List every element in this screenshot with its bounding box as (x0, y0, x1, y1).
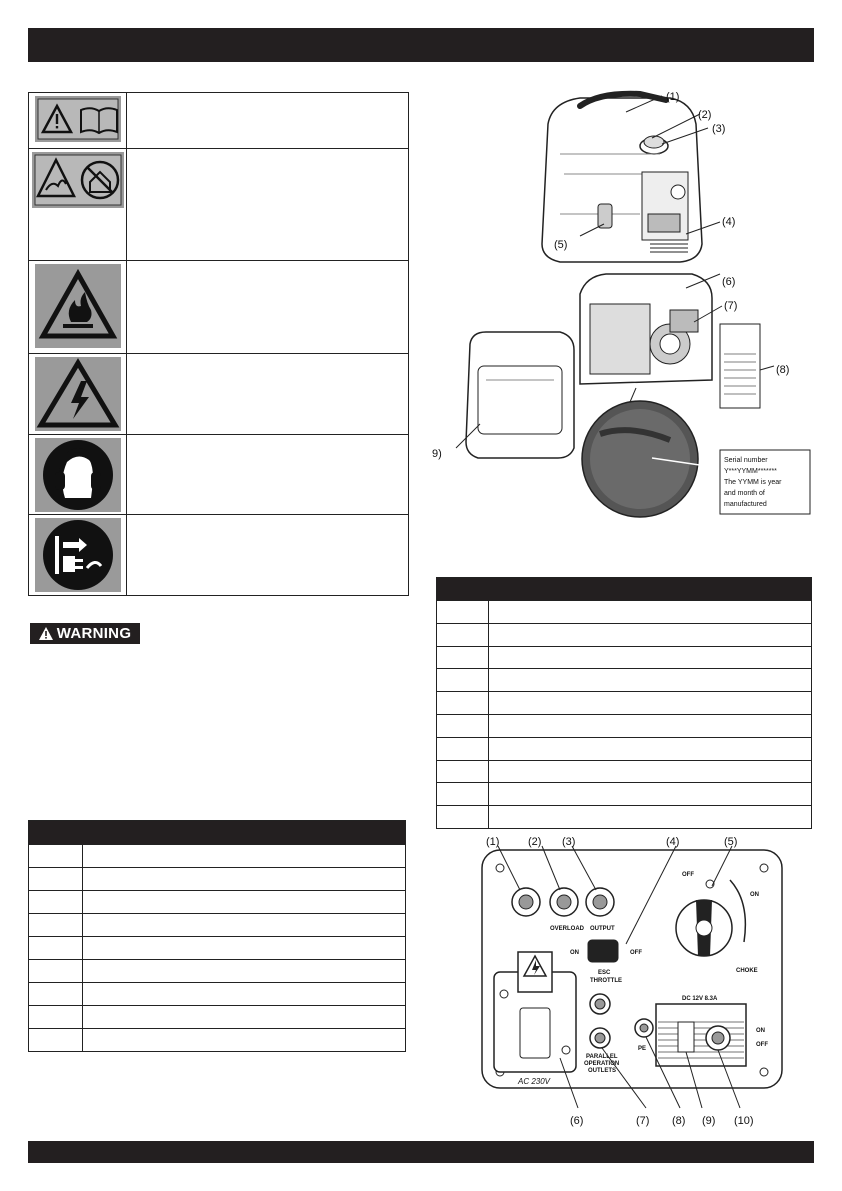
symbol-description (127, 149, 408, 260)
table-header (437, 578, 811, 600)
table-row (29, 890, 405, 913)
row-description-cell (83, 914, 405, 936)
row-description-cell (83, 937, 405, 959)
row-description-cell (489, 624, 811, 646)
serial-line-2: Y***YYMM******* (724, 468, 777, 475)
row-description-cell (83, 960, 405, 982)
row-description-cell (83, 983, 405, 1005)
symbol-row (29, 261, 408, 354)
parallel-label-3: OUTLETS (588, 1068, 616, 1074)
dc-off-label: OFF (756, 1042, 768, 1048)
row-number-cell (29, 914, 83, 936)
table-row (437, 646, 811, 669)
row-number-cell (29, 868, 83, 890)
panel-callout-5: (5) (724, 836, 738, 848)
panel-callout-1: (1) (486, 836, 500, 848)
indicator-lights (512, 888, 614, 916)
row-number-cell (437, 647, 489, 669)
callout-9: 9) (432, 448, 442, 460)
serial-line-4: and month of (724, 490, 765, 497)
row-number-cell (437, 624, 489, 646)
callout-5: (5) (554, 239, 568, 251)
table-row (437, 737, 811, 760)
row-number-cell (437, 601, 489, 623)
throttle-label: THROTTLE (590, 978, 622, 984)
table-row (437, 760, 811, 783)
table-row (29, 959, 405, 982)
panel-callout-4: (4) (666, 836, 680, 848)
callout-7: (7) (724, 300, 738, 312)
table-row (437, 691, 811, 714)
footer-bar (28, 1141, 814, 1163)
row-number-cell (29, 1029, 83, 1051)
callout-2: (2) (698, 109, 712, 121)
row-number-cell (437, 669, 489, 691)
table-row (29, 1005, 405, 1028)
symbol-description (127, 515, 408, 595)
row-number-cell (29, 983, 83, 1005)
row-number-cell (29, 1006, 83, 1028)
row-description-cell (489, 647, 811, 669)
row-description-cell (489, 692, 811, 714)
right-parts-table (436, 577, 812, 829)
panel-callout-8: (8) (672, 1115, 686, 1127)
control-panel-figure (460, 832, 800, 1132)
row-number-cell (437, 761, 489, 783)
dc-section (656, 1004, 746, 1066)
output-label: OUTPUT (590, 926, 615, 932)
esc-label: ESC (598, 970, 611, 976)
row-number-cell (29, 845, 83, 867)
panel-callout-10: (10) (734, 1115, 754, 1127)
safety-symbols-table (28, 92, 409, 596)
row-number-cell (437, 715, 489, 737)
row-description-cell (83, 1006, 405, 1028)
table-row (437, 623, 811, 646)
panel-callout-7: (7) (636, 1115, 650, 1127)
choke-label: CHOKE (736, 968, 758, 974)
symbol-row (29, 515, 408, 595)
ear-protection-icon (35, 438, 121, 512)
panel-callout-6: (6) (570, 1115, 584, 1127)
row-description-cell (489, 783, 811, 805)
disconnect-plug-icon (35, 518, 121, 592)
choke-on-label: ON (750, 892, 759, 898)
row-description-cell (83, 868, 405, 890)
fire-hazard-icon (35, 264, 121, 348)
warning-triangle-icon (39, 627, 53, 640)
esc-on-label: ON (570, 950, 579, 956)
table-row (437, 805, 811, 828)
row-description-cell (83, 1029, 405, 1051)
panel-callout-3: (3) (562, 836, 576, 848)
table-row (29, 982, 405, 1005)
serial-line-3: The YYMM is year (724, 479, 782, 486)
table-row (437, 782, 811, 805)
dc-breaker[interactable] (678, 1022, 694, 1052)
table-row (29, 913, 405, 936)
row-description-cell (83, 891, 405, 913)
row-description-cell (489, 669, 811, 691)
symbol-row (29, 93, 408, 149)
symbol-description (127, 435, 408, 514)
generator-assembled-illustration (542, 94, 720, 262)
callout-3: (3) (712, 123, 726, 135)
row-number-cell (29, 960, 83, 982)
exhaust-no-indoor-icon (32, 152, 124, 208)
generator-open-illustration (456, 274, 810, 517)
callout-1: (1) (666, 91, 680, 103)
choke-off-label: OFF (682, 872, 694, 878)
table-row (29, 844, 405, 867)
left-parts-table (28, 820, 406, 1052)
pe-label: PE (638, 1046, 647, 1052)
dc-label: DC 12V 8.3A (682, 996, 718, 1002)
row-description-cell (489, 738, 811, 760)
table-row (29, 867, 405, 890)
electric-shock-icon (35, 357, 121, 431)
row-description-cell (489, 601, 811, 623)
serial-line-5: manufactured (724, 501, 767, 508)
overload-label: OVERLOAD (550, 926, 585, 932)
row-description-cell (489, 806, 811, 828)
generator-figure (430, 84, 820, 524)
row-number-cell (437, 738, 489, 760)
table-row (29, 936, 405, 959)
symbol-description (127, 261, 408, 353)
panel-callout-9: (9) (702, 1115, 716, 1127)
callout-6: (6) (722, 276, 736, 288)
row-number-cell (29, 891, 83, 913)
symbol-description (127, 93, 408, 148)
symbol-row (29, 354, 408, 435)
header-bar (28, 28, 814, 62)
esc-switch[interactable] (588, 940, 618, 962)
dc-on-label: ON (756, 1028, 765, 1034)
table-row (29, 1028, 405, 1051)
table-row (437, 600, 811, 623)
row-number-cell (29, 937, 83, 959)
symbol-row (29, 149, 408, 261)
serial-line-1: Serial number (724, 457, 768, 464)
esc-off-label: OFF (630, 950, 642, 956)
row-number-cell (437, 806, 489, 828)
symbol-row (29, 435, 408, 515)
row-number-cell (437, 783, 489, 805)
table-row (437, 714, 811, 737)
callout-4: (4) (722, 216, 736, 228)
parallel-label-2: OPERATION (584, 1061, 620, 1067)
symbol-description (127, 354, 408, 434)
warning-label: WARNING (56, 625, 132, 642)
row-description-cell (489, 715, 811, 737)
table-header (29, 821, 405, 844)
row-number-cell (437, 692, 489, 714)
row-description-cell (489, 761, 811, 783)
warning-badge (30, 623, 140, 644)
fuel-choke-dial[interactable] (676, 900, 732, 956)
panel-callout-2: (2) (528, 836, 542, 848)
row-description-cell (83, 845, 405, 867)
parallel-label-1: PARALLEL (586, 1054, 618, 1060)
table-row (437, 668, 811, 691)
ac-label: AC 230V (518, 1077, 551, 1086)
callout-8: (8) (776, 364, 790, 376)
read-manual-icon (35, 96, 121, 142)
